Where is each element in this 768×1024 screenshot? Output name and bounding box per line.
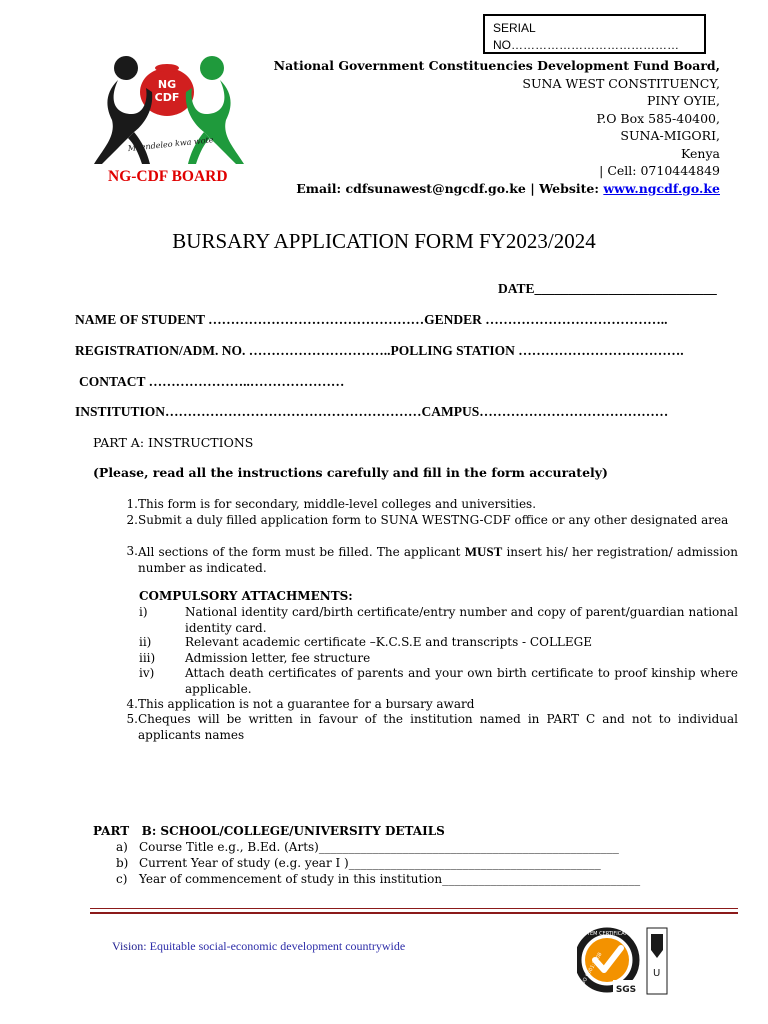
vision-text: : Equitable social-economic development countrywide	[143, 939, 406, 953]
header-line-board: National Government Constituencies Development Fund Board,	[273, 58, 720, 73]
header-address	[274, 57, 720, 197]
header-line-town: SUNA-MIGORI,	[620, 128, 720, 143]
header-line-pobox: P.O Box 585-40400,	[596, 110, 720, 126]
attachment-item: Admission letter, fee structure	[185, 651, 371, 665]
part-b-list	[0, 840, 768, 890]
registration-polling-field[interactable]: REGISTRATION/ADM. NO. …………………………..POLLING STATION ……………………………….	[75, 343, 684, 358]
instructions-list	[0, 497, 768, 757]
part-a-heading: PART A: INSTRUCTIONS	[93, 435, 254, 450]
item-number: 5.	[126, 712, 138, 726]
instruction-emphasis: MUST	[464, 544, 503, 559]
logo-figures-icon	[88, 52, 248, 168]
contact-field[interactable]: CONTACT …………………..…………………	[79, 374, 345, 389]
svg-text:Maendeleo kwa wote: Maendeleo kwa wote	[127, 135, 214, 154]
item-number: 1.	[126, 497, 138, 511]
form-title: BURSARY APPLICATION FORM FY2023/2024	[172, 229, 596, 253]
instruction-item	[138, 544, 738, 576]
svg-text:NG: NG	[157, 78, 177, 91]
footer-divider-thick	[90, 912, 738, 914]
serial-box	[483, 14, 706, 54]
part-b-heading: PART B: SCHOOL/COLLEGE/UNIVERSITY DETAILS	[93, 824, 445, 838]
svg-text:CDF: CDF	[154, 91, 180, 104]
header-email: Email: cdfsunawest@ngcdf.go.ke | Website:	[296, 180, 604, 196]
attachment-item: Relevant academic certificate –K.C.S.E and transcripts - COLLEGE	[185, 635, 592, 649]
part-b-number: c)	[116, 872, 128, 886]
serial-label: SERIAL	[493, 21, 536, 35]
course-title-field[interactable]: Course Title e.g., B.Ed. (Arts)__________________________________________________	[139, 840, 619, 854]
commencement-year-field[interactable]: Year of commencement of study in this institution_________________________________	[139, 872, 641, 886]
instruction-item: This application is not a guarantee for a bursary award	[138, 697, 475, 711]
item-number: 2.	[126, 513, 138, 527]
cert-iso-text: ISO 9001:2008	[579, 951, 604, 987]
header-line-location: PINY OYIE,	[646, 93, 720, 108]
attachment-item: Attach death certificates of parents and your own birth certificate to proof kinship where applicable.	[185, 666, 738, 696]
footer-divider-thin	[90, 908, 738, 909]
website-link[interactable]: www.ngcdf.go.ke	[603, 180, 720, 196]
part-b-number: a)	[116, 840, 128, 854]
header-line-country: Kenya	[681, 145, 720, 161]
institution-campus-field[interactable]: INSTITUTION…………………………………………………CAMPUS……………………………………	[75, 404, 669, 419]
sgs-certification-badge	[577, 924, 669, 998]
serial-number-line: NO……………………………………	[493, 38, 679, 52]
attachment-number: i)	[139, 605, 148, 619]
instruction-text: All sections of the form must be filled. The applicant	[138, 545, 465, 559]
cert-right-text: U	[653, 968, 661, 979]
attachment-number: ii)	[139, 635, 152, 649]
vision-statement	[112, 939, 405, 954]
ngcdf-logo	[88, 52, 248, 168]
sgs-text: SGS	[615, 985, 637, 995]
header-line-constituency: SUNA WEST CONSTITUENCY,	[522, 75, 720, 91]
attachments-heading: COMPULSORY ATTACHMENTS:	[139, 589, 353, 603]
item-number: 3.	[126, 544, 138, 558]
instruction-item: Submit a duly filled application form to SUNA WESTNG-CDF office or any other designated area	[138, 513, 729, 527]
attachment-number: iv)	[139, 666, 155, 680]
header-contact-line	[274, 180, 720, 198]
instruction-item: This form is for secondary, middle-level colleges and universities.	[138, 497, 537, 511]
instruction-text: insert his/ her registration/ admission number as indicated.	[138, 545, 738, 575]
cert-ring-text: SYSTEM CERTIFICATION	[577, 931, 637, 937]
sgs-certification-icon	[577, 924, 669, 998]
name-gender-field[interactable]: NAME OF STUDENT …………………………………………GENDER …………………………………..	[75, 312, 668, 327]
current-year-field[interactable]: Current Year of study (e.g. year I )__________________________________________	[139, 856, 601, 870]
item-number: 4.	[126, 697, 138, 711]
attachment-item: National identity card/birth certificate/entry number and copy of parent/guardian national identity card.	[185, 605, 738, 635]
date-field[interactable]: DATE___________________________	[498, 281, 717, 296]
part-a-note: (Please, read all the instructions carefully and fill in the form accurately)	[93, 465, 608, 480]
logo-label: NG-CDF BOARD	[108, 168, 228, 185]
part-b-number: b)	[116, 856, 129, 870]
header-line-cell: | Cell: 0710444849	[599, 163, 720, 178]
vision-label: Vision	[112, 939, 144, 953]
instruction-item: Cheques will be written in favour of the institution named in PART C and not to individual applicants names	[138, 712, 738, 742]
attachment-number: iii)	[139, 651, 156, 665]
